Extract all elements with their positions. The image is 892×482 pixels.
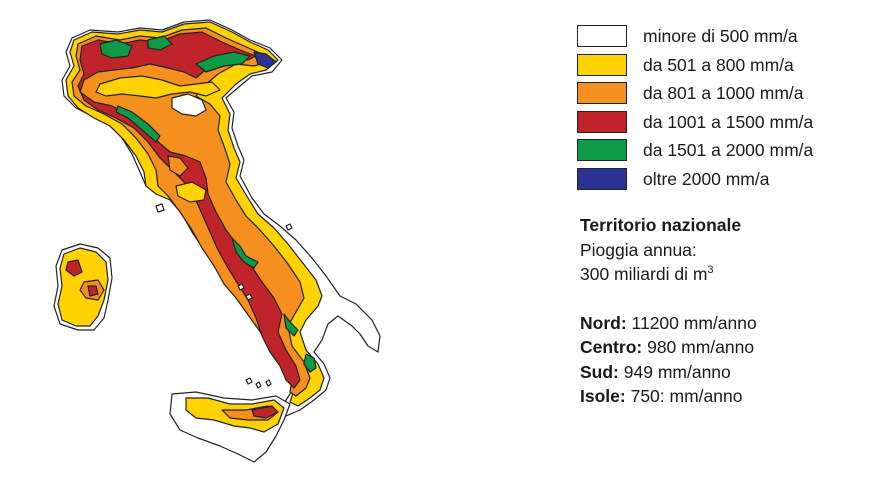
legend-item [577,110,877,139]
stats-region-value: 750: mm/anno [630,386,743,406]
legend-swatch [577,139,627,161]
legend-swatch [577,54,627,76]
legend-swatch [577,25,627,47]
stats-region-value: 949 mm/anno [623,361,731,382]
stats-region-row [580,360,757,385]
sardinia-red-zone-2 [88,286,98,296]
aeolian-island-3 [266,380,271,386]
legend-label: minore di 500 mm/a [643,26,798,46]
stats-title: Territorio nazionale [580,215,742,235]
legend-item [577,81,877,110]
rainfall-stats [580,213,757,409]
legend-label: da 501 a 800 mm/a [643,54,794,75]
aeolian-island-2 [256,382,261,388]
legend-item [577,167,877,196]
stats-region-row [580,335,757,360]
legend-label: da 1501 a 2000 mm/a [643,140,814,161]
stats-region-name: Centro: [580,337,643,357]
legend-label: da 1001 a 1500 mm/a [643,111,814,132]
tremiti-island [286,224,292,230]
legend-label: oltre 2000 mm/a [643,168,770,189]
legend [577,24,877,196]
stats-spacer [580,287,757,311]
legend-swatch [577,168,627,190]
stats-region-name: Sud: [580,361,619,382]
ischia-island [238,284,244,290]
stats-region-row [580,384,757,409]
stats-region-name: Isole: [580,386,626,406]
aeolian-island-1 [246,378,252,384]
stats-line-2 [580,262,757,287]
elba-island [156,204,164,212]
stats-region-name: Nord: [580,312,627,333]
stats-region-value: 980 mm/anno [647,337,755,357]
stats-volume: 300 miliardi di m [580,264,708,284]
legend-item [577,53,877,82]
stats-region-row [580,311,757,336]
legend-label: da 801 a 1000 mm/a [643,83,804,104]
legend-item [577,138,877,167]
stats-line-1: Pioggia annua: [580,239,697,260]
capri-island [246,294,252,300]
legend-item [577,24,877,53]
stats-volume-exponent: 3 [707,264,714,277]
stats-region-value: 11200 mm/anno [631,312,757,333]
legend-swatch [577,82,627,104]
legend-swatch [577,111,627,133]
